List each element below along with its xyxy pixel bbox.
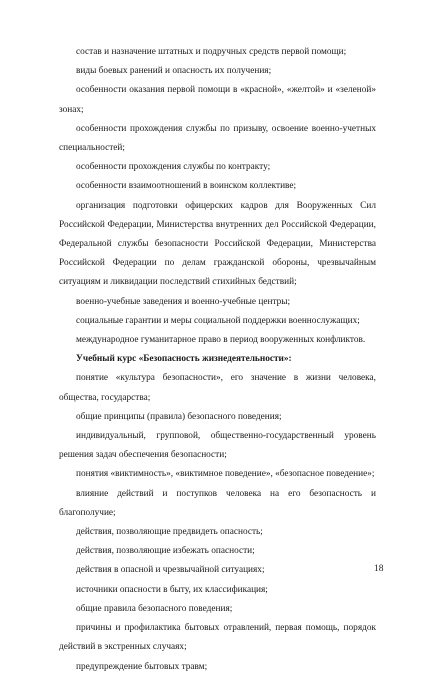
list-item: международное гуманитарное право в период вооруженных конфликтов.	[76, 335, 366, 346]
list-item: действия в опасной и чрезвычайной ситуациях;	[76, 565, 265, 576]
list-item: особенности прохождения службы по контракту;	[76, 162, 271, 173]
list-item: влияние действий и поступков человека на его безопасность и благополучие;	[59, 488, 376, 518]
list-item: организация подготовки офицерских кадров для Вооруженных Сил Российской Федерации, Министерства внутренних дел Российской Федерации, Федеральной службы безопасности Российской Федерации, Министерства Российской Федерации по делам гражданской обороны, чрезвычайным ситуациям и ликвидации последствий стихийных бедствий;	[59, 200, 376, 288]
list-item: виды боевых ранений и опасность их получения;	[76, 66, 272, 77]
list-item: понятие «культура безопасности», его значение в жизни человека, общества, государства;	[59, 373, 376, 403]
list-item: общие правила безопасного поведения;	[76, 603, 233, 614]
list-item: понятия «виктимность», «виктимное поведение», «безопасное поведение»;	[76, 469, 375, 480]
list-item: общие принципы (правила) безопасного поведения;	[76, 411, 282, 422]
list-item: источники опасности в быту, их классификация;	[76, 584, 268, 595]
list-item: особенности взаимоотношений в воинском коллективе;	[76, 181, 297, 192]
list-item: особенности прохождения службы по призыву, освоение военно-учетных специальностей;	[59, 123, 376, 154]
page-number: 18	[374, 564, 384, 574]
list-item: индивидуальный, групповой, общественно-государственный уровень решения задач обеспечения безопасности;	[59, 431, 376, 461]
list-item: действия, позволяющие избежать опасности;	[76, 546, 255, 557]
list-item: действия, позволяющие предвидеть опасность;	[76, 527, 263, 538]
list-item: предупреждение бытовых травм;	[76, 661, 208, 672]
body-text	[59, 43, 376, 677]
list-item: причины и профилактика бытовых отравлений, первая помощь, порядок действий в экстренных случаях;	[59, 623, 376, 653]
list-item: социальные гарантии и меры социальной поддержки военнослужащих;	[76, 315, 360, 326]
list-item: особенности оказания первой помощи в «красной», «желтой» и «зеленой» зонах;	[59, 85, 376, 115]
list-item: состав и назначение штатных и подручных средств первой помощи;	[76, 47, 347, 57]
section-heading: Учебный курс «Безопасность жизнедеятельности»:	[76, 354, 292, 365]
list-item: военно-учебные заведения и военно-учебные центры;	[76, 296, 291, 307]
